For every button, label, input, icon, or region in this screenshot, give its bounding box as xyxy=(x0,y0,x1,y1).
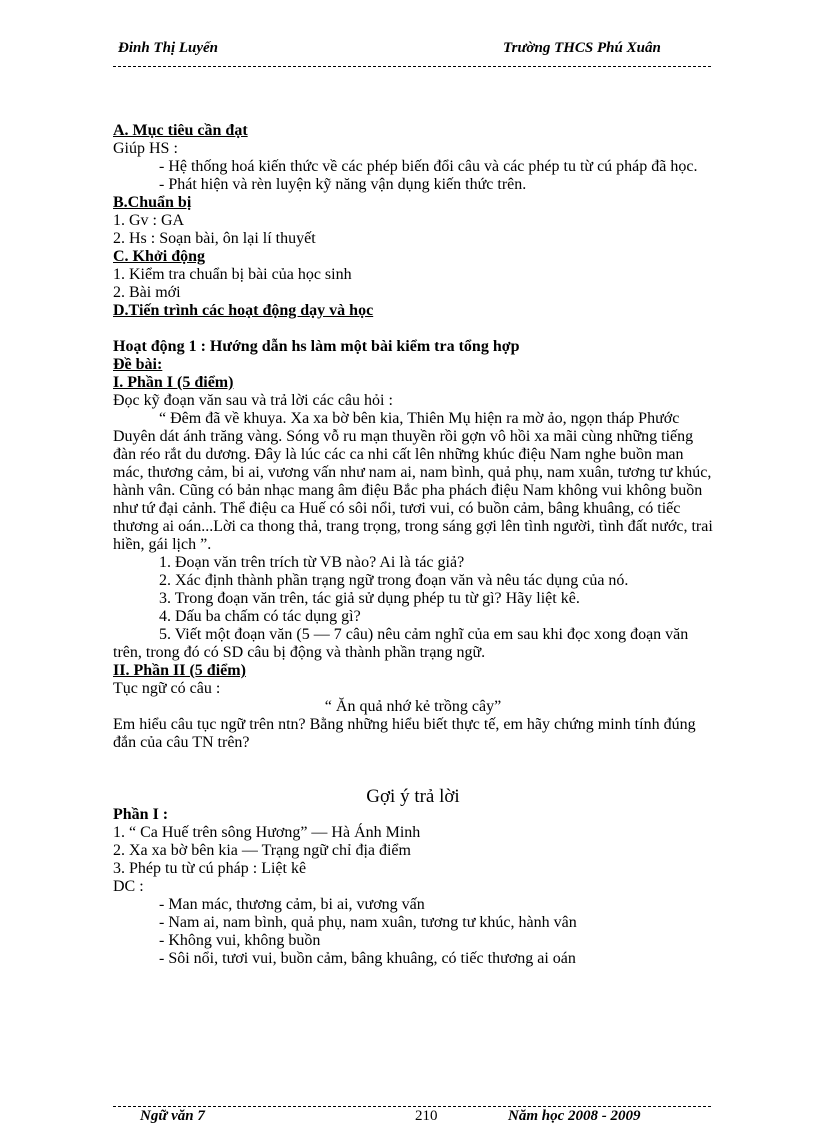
answer-item: DC : xyxy=(113,878,144,895)
header-school: Trường THCS Phú Xuân xyxy=(503,40,661,56)
question-item: 4. Dấu ba chấm có tác dụng gì? xyxy=(159,608,361,625)
question-item: 5. Viết một đoạn văn (5 — 7 câu) nêu cảm nghĩ của em sau khi đọc xong đoạn văn trên, trong đó có SD câu bị động và thành phần trạng ngữ. xyxy=(113,626,689,661)
example-item: - Sôi nổi, tươi vui, buồn cảm, bâng khuâng, có tiếc thương ai oán xyxy=(159,950,576,967)
answer-item: 3. Phép tu từ cú pháp : Liệt kê xyxy=(113,860,307,877)
muc-tieu-item: - Hệ thống hoá kiến thức về các phép biến đổi câu và các phép tu từ cú pháp đã học. xyxy=(159,158,698,175)
muc-tieu-intro: Giúp HS : xyxy=(113,140,178,157)
answer-title: Gợi ý trả lời xyxy=(366,786,460,807)
phan-2-task: Em hiểu câu tục ngữ trên ntn? Bằng những hiểu biết thực tế, em hãy chứng minh tính đúng đắn của câu TN trên? xyxy=(113,716,696,751)
page-number: 210 xyxy=(415,1108,438,1124)
heading-khoi-dong: C. Khởi động xyxy=(113,248,205,265)
header-author: Đinh Thị Luyến xyxy=(118,40,219,56)
question-item: 2. Xác định thành phần trạng ngữ trong đoạn văn và nêu tác dụng của nó. xyxy=(159,572,629,589)
example-item: - Không vui, không buồn xyxy=(159,932,321,949)
reading-passage: “ Đêm đã về khuya. Xa xa bờ bên kia, Thiên Mụ hiện ra mờ ảo, ngọn tháp Phước Duyên dát ánh trăng vàng. Sóng vỗ ru mạn thuyền rồi gợn vô hồi xa mãi cùng những tiếng đàn réo rắt du dương. Đây là lúc các ca nhi cất lên những khúc điệu Nam nghe buồn man mác, thương cảm, bi ai, vương vấn như nam ai, nam bình, quả phụ, nam xuân, tương tư khúc, hành vân. Cũng có bản nhạc mang âm điệu Bắc pha phách điệu Nam không vui không buồn như tứ đại cảnh. Thể điệu ca Huế có sôi nổi, tươi vui, có buồn cảm, bâng khuâng, có tiếc thương ai oán...Lời ca thong thả, trang trọng, trong sáng gợi lên tình người, tình đất nước, trai hiền, gái lịch ”. xyxy=(113,410,713,553)
heading-de-bai: Đề bài: xyxy=(113,356,163,373)
answer-item: 2. Xa xa bờ bên kia — Trạng ngữ chỉ địa điểm xyxy=(113,842,411,859)
spacer xyxy=(113,752,713,788)
heading-muc-tieu: A. Mục tiêu cần đạt xyxy=(113,122,248,139)
khoi-dong-item: 2. Bài mới xyxy=(113,284,181,301)
question-item: 3. Trong đoạn văn trên, tác giả sử dụng phép tu từ gì? Hãy liệt kê. xyxy=(159,590,580,607)
answer-heading: Phần I : xyxy=(113,806,169,823)
document-body xyxy=(113,122,713,968)
khoi-dong-item: 1. Kiểm tra chuẩn bị bài của học sinh xyxy=(113,266,352,283)
footer-school-year: Năm học 2008 - 2009 xyxy=(508,1108,641,1124)
phan-1-intro: Đọc kỹ đoạn văn sau và trả lời các câu hỏi : xyxy=(113,392,393,409)
heading-chuan-bi: B.Chuẩn bị xyxy=(113,194,192,211)
chuan-bi-item: 2. Hs : Soạn bài, ôn lại lí thuyết xyxy=(113,230,316,247)
muc-tieu-item: - Phát hiện và rèn luyện kỹ năng vận dụng kiến thức trên. xyxy=(159,176,527,193)
answer-item: 1. “ Ca Huế trên sông Hương” — Hà Ánh Minh xyxy=(113,824,421,841)
example-item: - Nam ai, nam bình, quả phụ, nam xuân, tương tư khúc, hành vân xyxy=(159,914,577,931)
activity-title: Hoạt động 1 : Hướng dẫn hs làm một bài kiểm tra tổng hợp xyxy=(113,338,520,355)
proverb: “ Ăn quả nhớ kẻ trồng cây” xyxy=(324,698,502,715)
header-divider xyxy=(113,66,711,67)
heading-tien-trinh: D.Tiến trình các hoạt động dạy và học xyxy=(113,302,374,319)
footer-divider xyxy=(113,1106,711,1107)
question-item: 1. Đoạn văn trên trích từ VB nào? Ai là tác giả? xyxy=(159,554,465,571)
footer-subject: Ngữ văn 7 xyxy=(140,1108,205,1124)
spacer xyxy=(113,320,713,338)
heading-phan-2: II. Phần II (5 điểm) xyxy=(113,662,246,679)
example-item: - Man mác, thương cảm, bi ai, vương vấn xyxy=(159,896,425,913)
heading-phan-1: I. Phần I (5 điểm) xyxy=(113,374,234,391)
phan-2-intro: Tục ngữ có câu : xyxy=(113,680,221,697)
chuan-bi-item: 1. Gv : GA xyxy=(113,212,185,229)
